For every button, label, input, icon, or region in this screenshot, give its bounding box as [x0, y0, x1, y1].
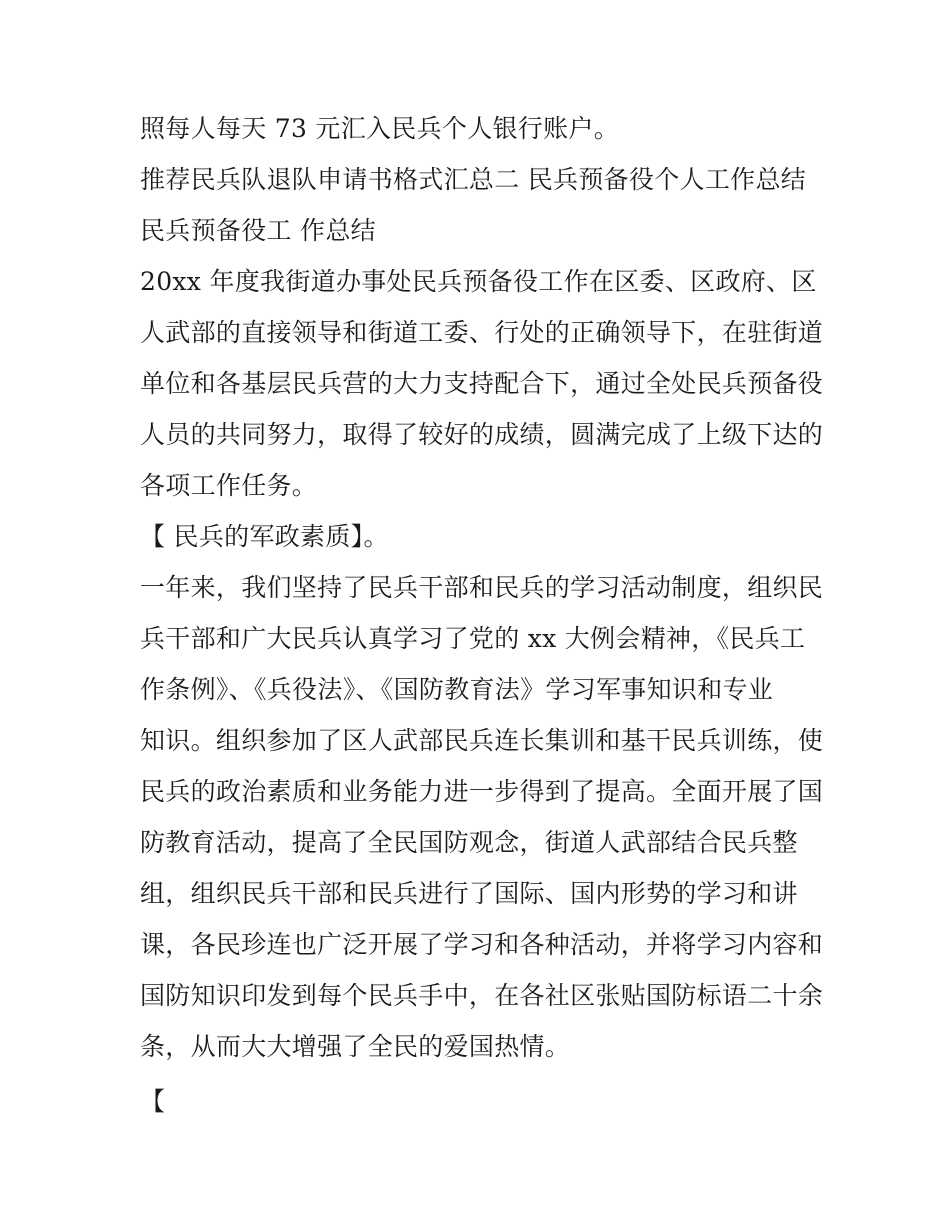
subsection-heading: 【 民兵的军政素质】。 [140, 522, 389, 551]
text-line: 推荐民兵队退队申请书格式汇总二 民兵预备役个人工作总结 [140, 165, 807, 194]
text-line: 民兵的政治素质和业务能力进一步得到了提高。全面开展了国 [140, 777, 824, 806]
text-line: 人武部的直接领导和街道工委、行处的正确领导下，在驻街道 [140, 318, 824, 347]
text-line: 国防知识印发到每个民兵手中，在各社区张贴国防标语二十余 [140, 981, 824, 1010]
section-heading: 民兵预备役工 作总结 [140, 216, 376, 245]
text-line: 防教育活动，提高了全民国防观念，街道人武部结合民兵整 [140, 828, 798, 857]
document-body [140, 103, 830, 1127]
subsection-heading: 【 [140, 1087, 166, 1116]
text-line: 照每人每天 73 元汇入民兵个人银行账户。 [140, 114, 620, 143]
text-line: 单位和各基层民兵营的大力支持配合下，通过全处民兵预备役 [140, 369, 824, 398]
text-line: 课，各民珍连也广泛开展了学习和各种活动，并将学习内容和 [140, 930, 824, 959]
text-line: 知识。组织参加了区人武部民兵连长集训和基干民兵训练，使 [140, 726, 824, 755]
text-line: 一年来，我们坚持了民兵干部和民兵的学习活动制度，组织民 [140, 573, 824, 602]
text-line: 兵干部和广大民兵认真学习了党的 xx 大例会精神，《民兵工 [140, 624, 806, 653]
text-line: 人员的共同努力，取得了较好的成绩，圆满完成了上级下达的 [140, 420, 824, 449]
text-line: 20xx 年度我街道办事处民兵预备役工作在区委、区政府、区 [140, 267, 817, 296]
text-line: 组，组织民兵干部和民兵进行了国际、国内形势的学习和讲 [140, 879, 798, 908]
text-line: 作条例》、《兵役法》、《国防教育法》学习军事知识和专业 [140, 675, 774, 704]
text-line: 条，从而大大增强了全民的爱国热情。 [140, 1032, 571, 1061]
text-line: 各项工作任务。 [140, 471, 318, 500]
